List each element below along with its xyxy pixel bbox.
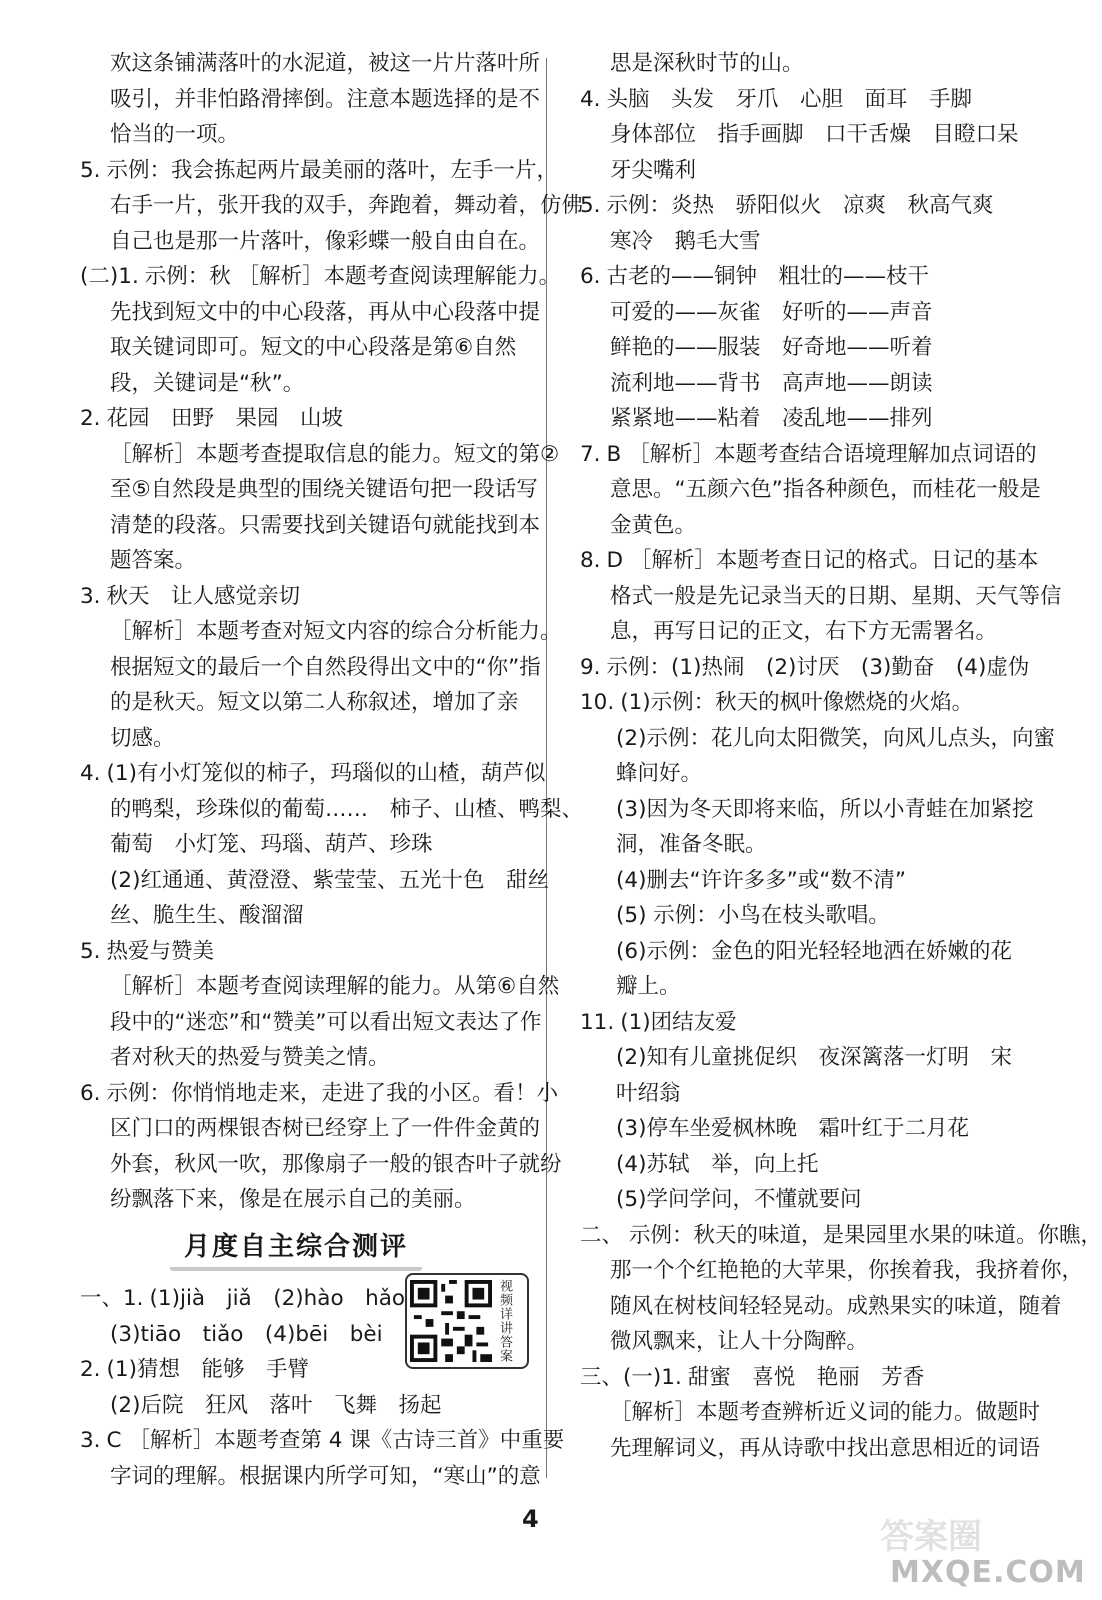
item-text: C ［解析］本题考查第 4 课《古诗三首》中重要 xyxy=(106,1428,565,1453)
item-text: (2)后院 狂风 落叶 飞舞 扬起 xyxy=(110,1392,442,1418)
answer-line xyxy=(580,1253,1084,1289)
section-title: 月度自主综合测评 xyxy=(170,1228,422,1272)
item-text: 根据短文的最后一个自然段得出文中的“你”指 xyxy=(110,654,541,680)
item-number: 3. xyxy=(80,583,101,609)
item-text: 热爱与赞美 xyxy=(106,938,215,964)
item-text: 格式一般是先记录当天的日期、星期、天气等信 xyxy=(610,583,1062,609)
item-number: 2. xyxy=(80,1357,101,1382)
answer-line xyxy=(580,863,1040,899)
item-text: 示例：炎热 骄阳似火 凉爽 秋高气爽 xyxy=(606,193,994,218)
answer-line xyxy=(580,1395,1040,1431)
answer-item xyxy=(80,756,546,792)
item-text: (1)猜想 能够 手臂 xyxy=(106,1357,309,1382)
answer-line xyxy=(580,1431,1040,1467)
answer-line xyxy=(580,756,1040,792)
item-text: 吸引，并非怕路滑摔倒。注意本题选择的是不 xyxy=(110,86,541,112)
answer-line xyxy=(80,82,541,118)
right-column xyxy=(580,46,1102,1466)
item-text: 者对秋天的热爱与赞美之情。 xyxy=(110,1045,390,1070)
item-number: 二、 xyxy=(580,1222,624,1248)
item-number: 5. xyxy=(580,193,601,218)
item-text: 思是深秋时节的山。 xyxy=(610,51,804,76)
item-text: (3)停车坐爱枫林晚 霜叶红于二月花 xyxy=(616,1116,969,1141)
answer-line xyxy=(580,1076,1040,1112)
item-text: (1)团结友爱 xyxy=(620,1009,737,1035)
answer-item xyxy=(580,188,1040,224)
answer-line xyxy=(80,330,530,366)
item-number: 4. xyxy=(80,761,101,786)
item-number: 6. xyxy=(80,1080,101,1106)
item-text: 秋天 让人感觉亲切 xyxy=(106,583,301,609)
answer-line xyxy=(580,1147,1040,1183)
answer-line xyxy=(80,1182,530,1218)
answer-line xyxy=(80,117,530,153)
answer-line xyxy=(580,1182,1040,1218)
answer-line xyxy=(80,650,541,686)
answer-line xyxy=(580,366,1040,402)
answer-item xyxy=(80,1076,559,1112)
answer-line xyxy=(80,827,530,863)
item-text: 甜蜜 喜悦 艳丽 芳香 xyxy=(687,1364,925,1390)
item-text: 右手一片，张开我的双手，奔跑着，舞动着，仿佛 xyxy=(110,193,584,218)
answer-item xyxy=(580,259,1040,295)
item-text: 示例：我会拣起两片最美丽的落叶，左手一片， xyxy=(106,157,559,183)
answer-line xyxy=(80,1459,541,1495)
item-text: 蜂问好。 xyxy=(616,761,703,786)
item-text: ［解析］本题考查辨析近义词的能力。做题时 xyxy=(610,1400,1041,1425)
watermark-text: MXQE.COM xyxy=(890,1555,1086,1590)
answer-line xyxy=(80,1111,541,1147)
item-text: 段中的“迷恋”和“赞美”可以看出短文表达了作 xyxy=(110,1009,542,1035)
answer-line xyxy=(580,614,1040,650)
answer-line xyxy=(580,1324,1040,1360)
item-text: 区门口的两棵银杏树已经穿上了一件件金黄的 xyxy=(110,1116,541,1141)
item-text: 寒冷 鹅毛大雪 xyxy=(610,228,761,254)
qr-code-block[interactable] xyxy=(405,1273,529,1369)
answer-line xyxy=(580,508,1040,544)
item-text: (2)红通通、黄澄澄、紫莹莹、五光十色 甜丝 xyxy=(110,867,549,893)
item-text: 的是秋天。短文以第二人称叙述，增加了亲 xyxy=(110,690,519,715)
answer-line xyxy=(580,224,1040,260)
item-text: (5)学问学问，不懂就要问 xyxy=(616,1187,862,1212)
answer-item xyxy=(80,401,530,437)
item-text: D ［解析］本题考查日记的格式。日记的基本 xyxy=(606,548,1039,573)
answer-item xyxy=(580,650,1040,686)
item-text: 切感。 xyxy=(110,725,175,751)
answer-line xyxy=(80,1040,530,1076)
item-text: ［解析］本题考查提取信息的能力。短文的第② xyxy=(110,441,560,467)
answer-line xyxy=(80,1005,542,1041)
item-text: (2)示例：花儿向太阳微笑，向风儿点头，向蜜 xyxy=(616,725,1055,751)
answer-line xyxy=(80,863,549,899)
item-text: 鲜艳的——服装 好奇地——听着 xyxy=(610,335,933,360)
answer-line xyxy=(580,969,1040,1005)
item-number: 8. xyxy=(580,548,601,573)
item-text: 金黄色。 xyxy=(610,512,697,538)
item-text: (3)tiāo tiǎo (4)bēi bèi xyxy=(110,1321,383,1347)
answer-line xyxy=(80,721,530,757)
item-text: 古老的——铜钟 粗壮的——枝干 xyxy=(606,264,930,289)
item-text: 葡萄 小灯笼、玛瑙、葫芦、珍珠 xyxy=(110,832,433,857)
item-number: (二)1. xyxy=(80,264,139,289)
item-text: 紧紧地——粘着 凌乱地——排列 xyxy=(610,406,933,431)
item-text: 示例：(1)热闹 (2)讨厌 (3)勤奋 (4)虚伪 xyxy=(606,654,1030,680)
item-text: ［解析］本题考查对短文内容的综合分析能力。 xyxy=(110,619,562,644)
item-text: 题答案。 xyxy=(110,548,197,573)
item-number: 2. xyxy=(80,406,101,431)
item-text: 花园 田野 果园 山坡 xyxy=(106,406,344,431)
item-text: ［解析］本题考查阅读理解的能力。从第⑥自然 xyxy=(110,974,560,999)
item-text: B ［解析］本题考查结合语境理解加点词语的 xyxy=(606,441,1037,467)
item-text: 流利地——背书 高声地——朗读 xyxy=(610,370,933,396)
item-text: 瓣上。 xyxy=(616,974,681,999)
answer-line xyxy=(580,401,1040,437)
answer-line xyxy=(580,898,1040,934)
answer-line xyxy=(80,508,541,544)
item-number: 3. xyxy=(80,1428,101,1453)
item-text: 外套，秋风一吹，那像扇子一般的银杏叶子就纷 xyxy=(110,1151,562,1177)
item-number: 4. xyxy=(580,86,601,112)
answer-line xyxy=(80,898,530,934)
item-text: (4)删去“许许多多”或“数不清” xyxy=(616,867,907,893)
item-text: 头脑 头发 牙爪 心胆 面耳 手脚 xyxy=(606,86,973,112)
item-text: 示例：秋 ［解析］本题考查阅读理解能力。 xyxy=(144,264,561,289)
item-number: 三、(一)1. xyxy=(580,1364,682,1390)
answer-line xyxy=(80,614,562,650)
answer-line xyxy=(80,685,530,721)
answer-item xyxy=(580,1218,1102,1254)
item-number: 11. xyxy=(580,1009,615,1035)
answer-line xyxy=(80,543,530,579)
answer-item xyxy=(580,1360,1040,1396)
item-text: (6)示例：金色的阳光轻轻地洒在娇嫩的花 xyxy=(616,938,1012,964)
item-text: 清楚的段落。只需要找到关键语句就能找到本 xyxy=(110,512,541,538)
answer-item xyxy=(80,259,561,295)
answer-line xyxy=(580,1289,1062,1325)
item-number: 9. xyxy=(580,654,601,680)
answer-line xyxy=(580,330,1040,366)
item-number: 7. xyxy=(580,441,601,467)
answer-line xyxy=(580,295,1040,331)
item-number: 6. xyxy=(580,264,601,289)
item-text: 自己也是那一片落叶，像彩蝶一般自由自在。 xyxy=(110,228,541,254)
answer-line xyxy=(80,224,541,260)
answer-line xyxy=(580,153,1040,189)
item-text: 可爱的——灰雀 好听的——声音 xyxy=(610,299,933,325)
qr-code-icon xyxy=(410,1280,492,1362)
page-number: 4 xyxy=(522,1505,539,1533)
item-text: 取关键词即可。短文的中心段落是第⑥自然 xyxy=(110,335,517,360)
answer-item xyxy=(80,153,559,189)
item-text: (1)有小灯笼似的柿子，玛瑙似的山楂，葫芦似 xyxy=(106,761,546,786)
item-text: 丝、脆生生、酸溜溜 xyxy=(110,903,304,928)
item-text: 意思。“五颜六色”指各种颜色，而桂花一般是 xyxy=(610,477,1041,502)
item-text: 先理解词义，再从诗歌中找出意思相近的词语 xyxy=(610,1435,1041,1461)
item-number: 5. xyxy=(80,938,101,964)
answer-line xyxy=(580,1111,1040,1147)
item-text: 段，关键词是“秋”。 xyxy=(110,370,305,396)
answer-line xyxy=(80,295,541,331)
answer-item xyxy=(580,1005,1040,1041)
answer-item xyxy=(580,685,1040,721)
answer-line xyxy=(580,1040,1040,1076)
answer-item xyxy=(80,579,530,615)
answer-line xyxy=(80,188,584,224)
answer-line xyxy=(80,437,560,473)
item-text: 随风在树枝间轻轻晃动。成熟果实的味道，随着 xyxy=(610,1293,1062,1319)
answer-line xyxy=(580,472,1040,508)
item-text: 字词的理解。根据课内所学可知，“寒山”的意 xyxy=(110,1463,541,1489)
item-text: 示例：秋天的味道，是果园里水果的味道。你瞧， xyxy=(629,1222,1102,1248)
answer-item xyxy=(580,82,1040,118)
answer-item xyxy=(580,543,1040,579)
answer-item xyxy=(80,934,530,970)
item-text: 示例：你悄悄地走来，走进了我的小区。看！小 xyxy=(106,1080,559,1106)
item-text: 的鸭梨，珍珠似的葡萄…… 柿子、山楂、鸭梨、 xyxy=(110,796,584,822)
answer-line xyxy=(80,46,541,82)
item-text: (3)因为冬天即将来临，所以小青蛙在加紧挖 xyxy=(616,796,1034,822)
answer-line xyxy=(580,792,1040,828)
answer-line xyxy=(80,472,538,508)
item-text: (5) 示例：小鸟在枝头歌唱。 xyxy=(616,903,890,928)
answer-line xyxy=(80,1147,562,1183)
item-text: 恰当的一项。 xyxy=(110,122,240,147)
answer-line xyxy=(580,46,1040,82)
item-text: 洞，准备冬眠。 xyxy=(616,832,767,857)
item-text: (2)知有儿童挑促织 夜深篱落一灯明 宋 xyxy=(616,1045,1012,1070)
item-text: 息，再写日记的正文，右下方无需署名。 xyxy=(610,619,998,644)
item-text: 微风飘来，让人十分陶醉。 xyxy=(610,1329,869,1354)
answer-line xyxy=(580,579,1062,615)
item-number: 5. xyxy=(80,157,101,183)
item-number: 10. xyxy=(580,690,615,715)
item-text: 牙尖嘴利 xyxy=(610,157,697,183)
qr-label: 视频详讲答案 xyxy=(497,1279,512,1363)
item-number: 一、1. xyxy=(80,1286,144,1311)
answer-line xyxy=(80,792,584,828)
item-text: 欢这条铺满落叶的水泥道，被这一片片落叶所 xyxy=(110,51,541,76)
item-text: (1)示例：秋天的枫叶像燃烧的火焰。 xyxy=(620,690,974,715)
answer-item xyxy=(80,1423,565,1459)
answer-line xyxy=(580,827,1040,863)
answer-item xyxy=(580,437,1040,473)
item-text: 先找到短文中的中心段落，再从中心段落中提 xyxy=(110,299,541,325)
answer-line xyxy=(80,1388,530,1424)
item-text: 叶绍翁 xyxy=(616,1080,681,1106)
answer-line xyxy=(580,721,1055,757)
item-text: (1)jià jiǎ (2)hào hǎo xyxy=(149,1286,406,1311)
item-text: 纷飘落下来，像是在展示自己的美丽。 xyxy=(110,1187,476,1212)
answer-line xyxy=(80,366,530,402)
answer-line xyxy=(580,117,1040,153)
item-text: 那一个个红艳艳的大苹果，你挨着我，我挤着你， xyxy=(610,1258,1084,1283)
item-text: 至⑤自然段是典型的围绕关键语句把一段话写 xyxy=(110,477,538,502)
answer-line xyxy=(580,934,1040,970)
svg-text:答案圈: 答案圈 xyxy=(880,1517,982,1557)
item-text: (4)苏轼 举，向上托 xyxy=(616,1151,819,1177)
item-text: 身体部位 指手画脚 口干舌燥 目瞪口呆 xyxy=(610,122,1019,147)
answer-line xyxy=(80,969,560,1005)
